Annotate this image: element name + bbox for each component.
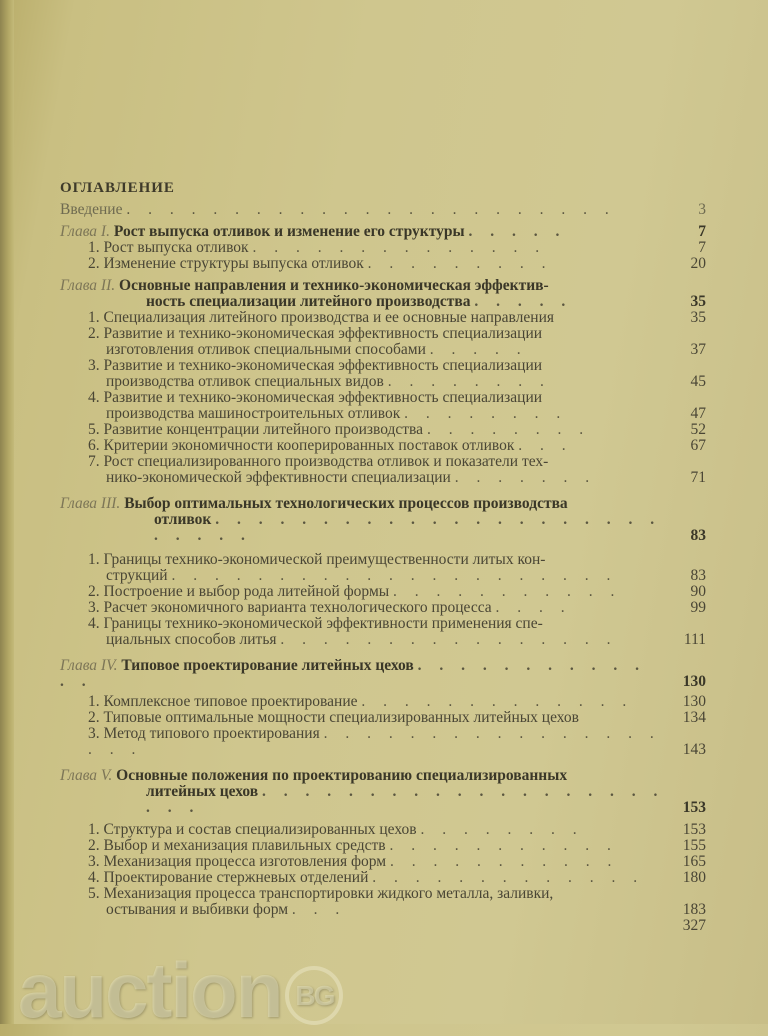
page-number: 7 bbox=[698, 239, 706, 256]
page-number: 52 bbox=[690, 421, 706, 438]
page-number: 47 bbox=[690, 405, 706, 422]
toc-section: 2. Построение и выбор рода литейной формы . . . . . . . . . . . 90 bbox=[88, 583, 706, 600]
page-number: 165 bbox=[682, 853, 706, 870]
chapter-label: Глава IV. bbox=[60, 657, 118, 674]
page-number: 3 bbox=[698, 201, 706, 218]
page-number: 155 bbox=[682, 837, 706, 854]
chapter-label: Глава I. bbox=[60, 223, 110, 240]
section-title: Изменение структуры выпуска отливок bbox=[103, 255, 364, 272]
toc-trailing bbox=[60, 918, 706, 934]
section-title: Развитие и технико-экономическая эффективность специализации bbox=[103, 357, 543, 374]
section-title: Рост выпуска отливок bbox=[103, 239, 249, 256]
watermark-badge: BG bbox=[285, 966, 343, 1025]
toc-section: 2. Выбор и механизация плавильных средств . . . . . . . . . . . 155 bbox=[88, 837, 706, 854]
page-number: 130 bbox=[682, 693, 706, 710]
chapter-label: Глава III. bbox=[60, 495, 121, 512]
toc-section: 2. Изменение структуры выпуска отливок . . . . . . . . . 20 bbox=[88, 255, 706, 272]
section-title: Метод типового проектирования bbox=[103, 725, 320, 742]
section-title: Развитие концентрации литейного производства bbox=[103, 421, 424, 438]
section-title: Выбор и механизация плавильных средств bbox=[103, 837, 386, 854]
page-number: 67 bbox=[690, 437, 706, 454]
toc-section: 3. Развитие и технико-экономическая эффективность специализации производства отливок специальных видов . . . . . . . . 45 bbox=[88, 357, 706, 390]
page-number: 134 bbox=[682, 709, 706, 726]
toc-chapter-1: Глава I. Рост выпуска отливок и изменение его структуры . . . . . 7 bbox=[60, 223, 706, 240]
toc-section: 4. Развитие и технико-экономическая эффективность специализации производства машиностроительных отливок . . . . . . . . 47 bbox=[88, 389, 706, 422]
toc-section: 7. Рост специализированного производства отливок и показатели тех- нико-экономической эффективности специализации . . . . . . . 71 bbox=[88, 453, 706, 486]
page-number: 20 bbox=[690, 255, 706, 272]
page-number: 183 bbox=[682, 901, 706, 918]
page-number: 71 bbox=[690, 469, 706, 486]
toc-chapter-2: Глава II. Основные направления и технико-экономическая эффектив- ность специализации литейного производства . . . . . 35 bbox=[60, 277, 706, 310]
section-title: Развитие и технико-экономическая эффективность специализации bbox=[103, 325, 543, 342]
book-spine bbox=[0, 0, 14, 1024]
toc-chapter-3: Глава III. Выбор оптимальных технологических процессов производства отливок . . . . . . . . . . . . . . . . . . . . . . . . . . 83 bbox=[60, 495, 706, 544]
section-title: Проектирование стержневых отделений bbox=[103, 869, 369, 886]
page-number: 90 bbox=[690, 583, 706, 600]
toc-section: 5. Механизация процесса транспортировки жидкого металла, заливки, остывания и выбивки форм . . . 183 bbox=[88, 885, 706, 918]
section-title: Комплексное типовое проектирование bbox=[103, 693, 358, 710]
page-number: 111 bbox=[683, 631, 706, 648]
section-title: Специализация литейного производства и ее основные направления bbox=[103, 309, 554, 326]
chapter-title: Типовое проектирование литейных цехов bbox=[121, 657, 414, 674]
section-title: Построение и выбор рода литейной формы bbox=[103, 583, 390, 600]
toc-section: 2. Развитие и технико-экономическая эффективность специализации изготовления отливок специальными способами . . . . . 37 bbox=[88, 325, 706, 358]
page-number: 45 bbox=[690, 373, 706, 390]
intro-label: Введение bbox=[60, 201, 123, 218]
toc-section: 3. Механизация процесса изготовления форм . . . . . . . . . . . 165 bbox=[88, 853, 706, 870]
page-number: 35 bbox=[690, 293, 706, 310]
page-number: 180 bbox=[682, 869, 706, 886]
toc-section: 3. Метод типового проектирования . . . . . . . . . . . . . . . . . . . 143 bbox=[88, 725, 706, 758]
page-number: 99 bbox=[690, 599, 706, 616]
toc-section: 1. Комплексное типовое проектирование . . . . . . . . . . . . . 130 bbox=[88, 693, 706, 710]
toc-intro: Введение . . . . . . . . . . . . . . . . . . . . . . . 3 bbox=[60, 201, 706, 218]
toc-title: ОГЛАВЛЕНИЕ bbox=[60, 180, 175, 196]
chapter-title: Выбор оптимальных технологических процессов производства bbox=[124, 495, 568, 512]
table-of-contents bbox=[60, 180, 706, 934]
page-number: 327 bbox=[682, 917, 706, 934]
chapter-label: Глава II. bbox=[60, 277, 116, 294]
page-number: 37 bbox=[690, 341, 706, 358]
toc-section: 2. Типовые оптимальные мощности специализированных литейных цехов 134 bbox=[88, 709, 706, 726]
page-number: 143 bbox=[682, 741, 706, 758]
toc-section: 3. Расчет экономичного варианта технологического процесса . . . . 99 bbox=[88, 599, 706, 616]
chapter-label: Глава V. bbox=[60, 767, 113, 784]
page-number: 130 bbox=[682, 673, 706, 690]
toc-section: 5. Развитие концентрации литейного производства . . . . . . . . 52 bbox=[88, 421, 706, 438]
toc-section: 4. Границы технико-экономической эффективности применения спе- циальных способов литья . . . . . . . . . . . . . . . . 111 bbox=[88, 615, 706, 648]
toc-section: 1. Специализация литейного производства и ее основные направления 35 bbox=[88, 309, 706, 326]
section-title: Расчет экономичного варианта технологического процесса bbox=[103, 599, 492, 616]
chapter-title: Рост выпуска отливок и изменение его структуры bbox=[113, 223, 465, 240]
section-title: Структура и состав специализированных цехов bbox=[103, 821, 417, 838]
section-title: Критерии экономичности кооперированных поставок отливок bbox=[103, 437, 515, 454]
section-title: Типовые оптимальные мощности специализированных литейных цехов bbox=[103, 709, 579, 726]
toc-section: 1. Рост выпуска отливок . . . . . . . . . . . . . . 7 bbox=[88, 239, 706, 256]
auction-watermark: auction BG bbox=[18, 945, 343, 1036]
page-number: 153 bbox=[682, 821, 706, 838]
toc-section: 6. Критерии экономичности кооперированных поставок отливок . . . 67 bbox=[88, 437, 706, 454]
toc-chapter-5: Глава V. Основные положения по проектированию специализированных литейных цехов . . . . . . . . . . . . . . . . . . . . . . 153 bbox=[60, 767, 706, 816]
section-title: Механизация процесса изготовления форм bbox=[103, 853, 387, 870]
chapter-title: Основные положения по проектированию специализированных bbox=[116, 767, 568, 784]
page-number: 153 bbox=[682, 799, 706, 816]
page-number: 83 bbox=[690, 527, 706, 544]
section-title: Механизация процесса транспортировки жидкого металла, заливки, bbox=[103, 885, 554, 902]
page-number: 83 bbox=[690, 567, 706, 584]
chapter-title: Основные направления и технико-экономическая эффектив- bbox=[119, 277, 549, 294]
toc-section: 4. Проектирование стержневых отделений . . . . . . . . . . . . . 180 bbox=[88, 869, 706, 886]
toc-section: 1. Границы технико-экономической преимущественности литых кон- струкций . . . . . . . . . . . . . . . . . . . . . 83 bbox=[88, 551, 706, 584]
page-number: 7 bbox=[698, 223, 706, 240]
section-title: Границы технико-экономической преимущественности литых кон- bbox=[103, 551, 546, 568]
section-title: Развитие и технико-экономическая эффективность специализации bbox=[103, 389, 543, 406]
section-title: Рост специализированного производства отливок и показатели тех- bbox=[103, 453, 549, 470]
toc-chapter-4: Глава IV. Типовое проектирование литейных цехов . . . . . . . . . . . . . 130 bbox=[60, 657, 706, 690]
page-number: 35 bbox=[690, 309, 706, 326]
section-title: Границы технико-экономической эффективности применения спе- bbox=[103, 615, 543, 632]
toc-section: 1. Структура и состав специализированных цехов . . . . . . . . 153 bbox=[88, 821, 706, 838]
